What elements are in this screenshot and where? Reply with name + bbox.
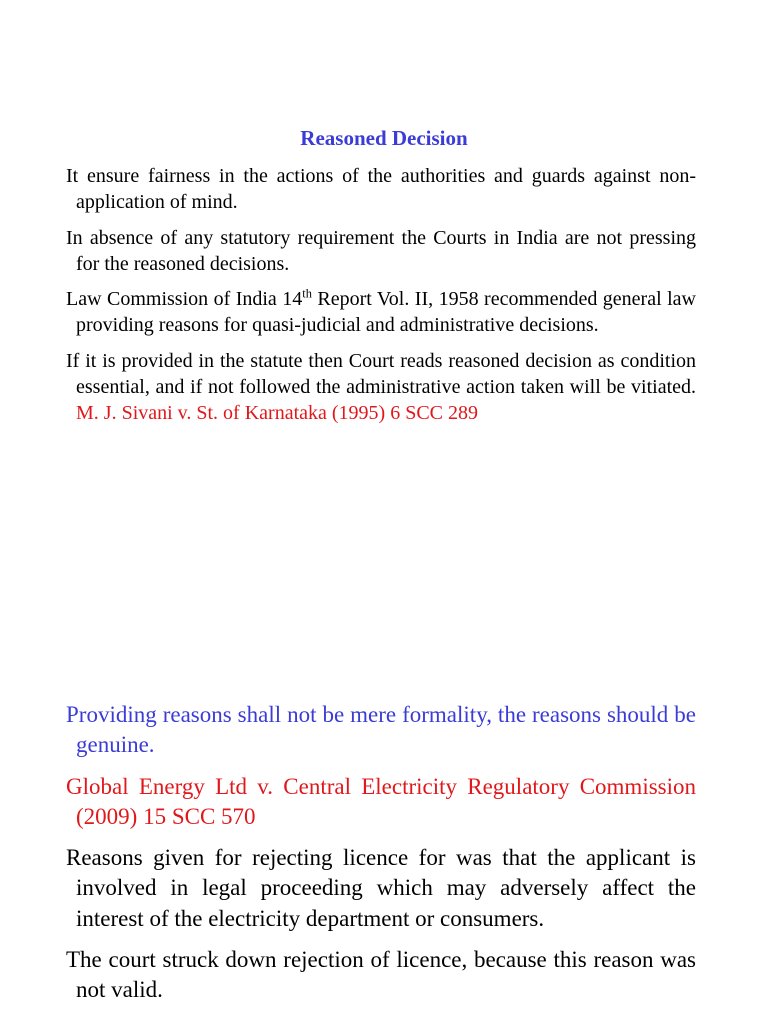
paragraph-fairness: It ensure fairness in the actions of the authorities and guards against non-application of mind. — [66, 165, 696, 214]
slide-genuine-reasons — [0, 690, 768, 1024]
law-commission-text-cont: Report Vol. II, 1958 recommended general law providing reasons for quasi-judicial and administrative decisions. — [76, 288, 696, 337]
case-citation: Global Energy Ltd v. Central Electricity Regulatory Commission (2009) 15 SCC 570 — [66, 773, 696, 829]
law-commission-text: Law Commission of India 14 — [66, 288, 303, 311]
paragraph-law-commission — [66, 286, 696, 339]
slide-body — [66, 700, 696, 1017]
ordinal-suffix: th — [302, 286, 312, 301]
paragraph-genuine-reasons: Providing reasons shall not be mere formality, the reasons should be genuine. — [66, 702, 696, 758]
paragraph-statute-provided — [66, 348, 696, 427]
paragraph-licence-rejection: Reasons given for rejecting licence for was that the applicant is involved in legal proceeding which may adversely affect the interest of the electricity department or consumers. — [66, 845, 696, 931]
slide-body — [66, 163, 696, 436]
case-citation: M. J. Sivani v. St. of Karnataka (1995) 6 SCC 289 — [76, 402, 479, 425]
paragraph-statutory-requirement: In absence of any statutory requirement the Courts in India are not pressing for the reasoned decisions. — [66, 226, 696, 275]
statute-text: If it is provided in the statute then Court reads reasoned decision as condition essential, and if not followed the administrative action taken will be vitiated. — [66, 349, 696, 399]
slide-title: Reasoned Decision — [300, 126, 468, 150]
paragraph-court-decision: The court struck down rejection of licence, because this reason was not valid. — [66, 947, 696, 1003]
